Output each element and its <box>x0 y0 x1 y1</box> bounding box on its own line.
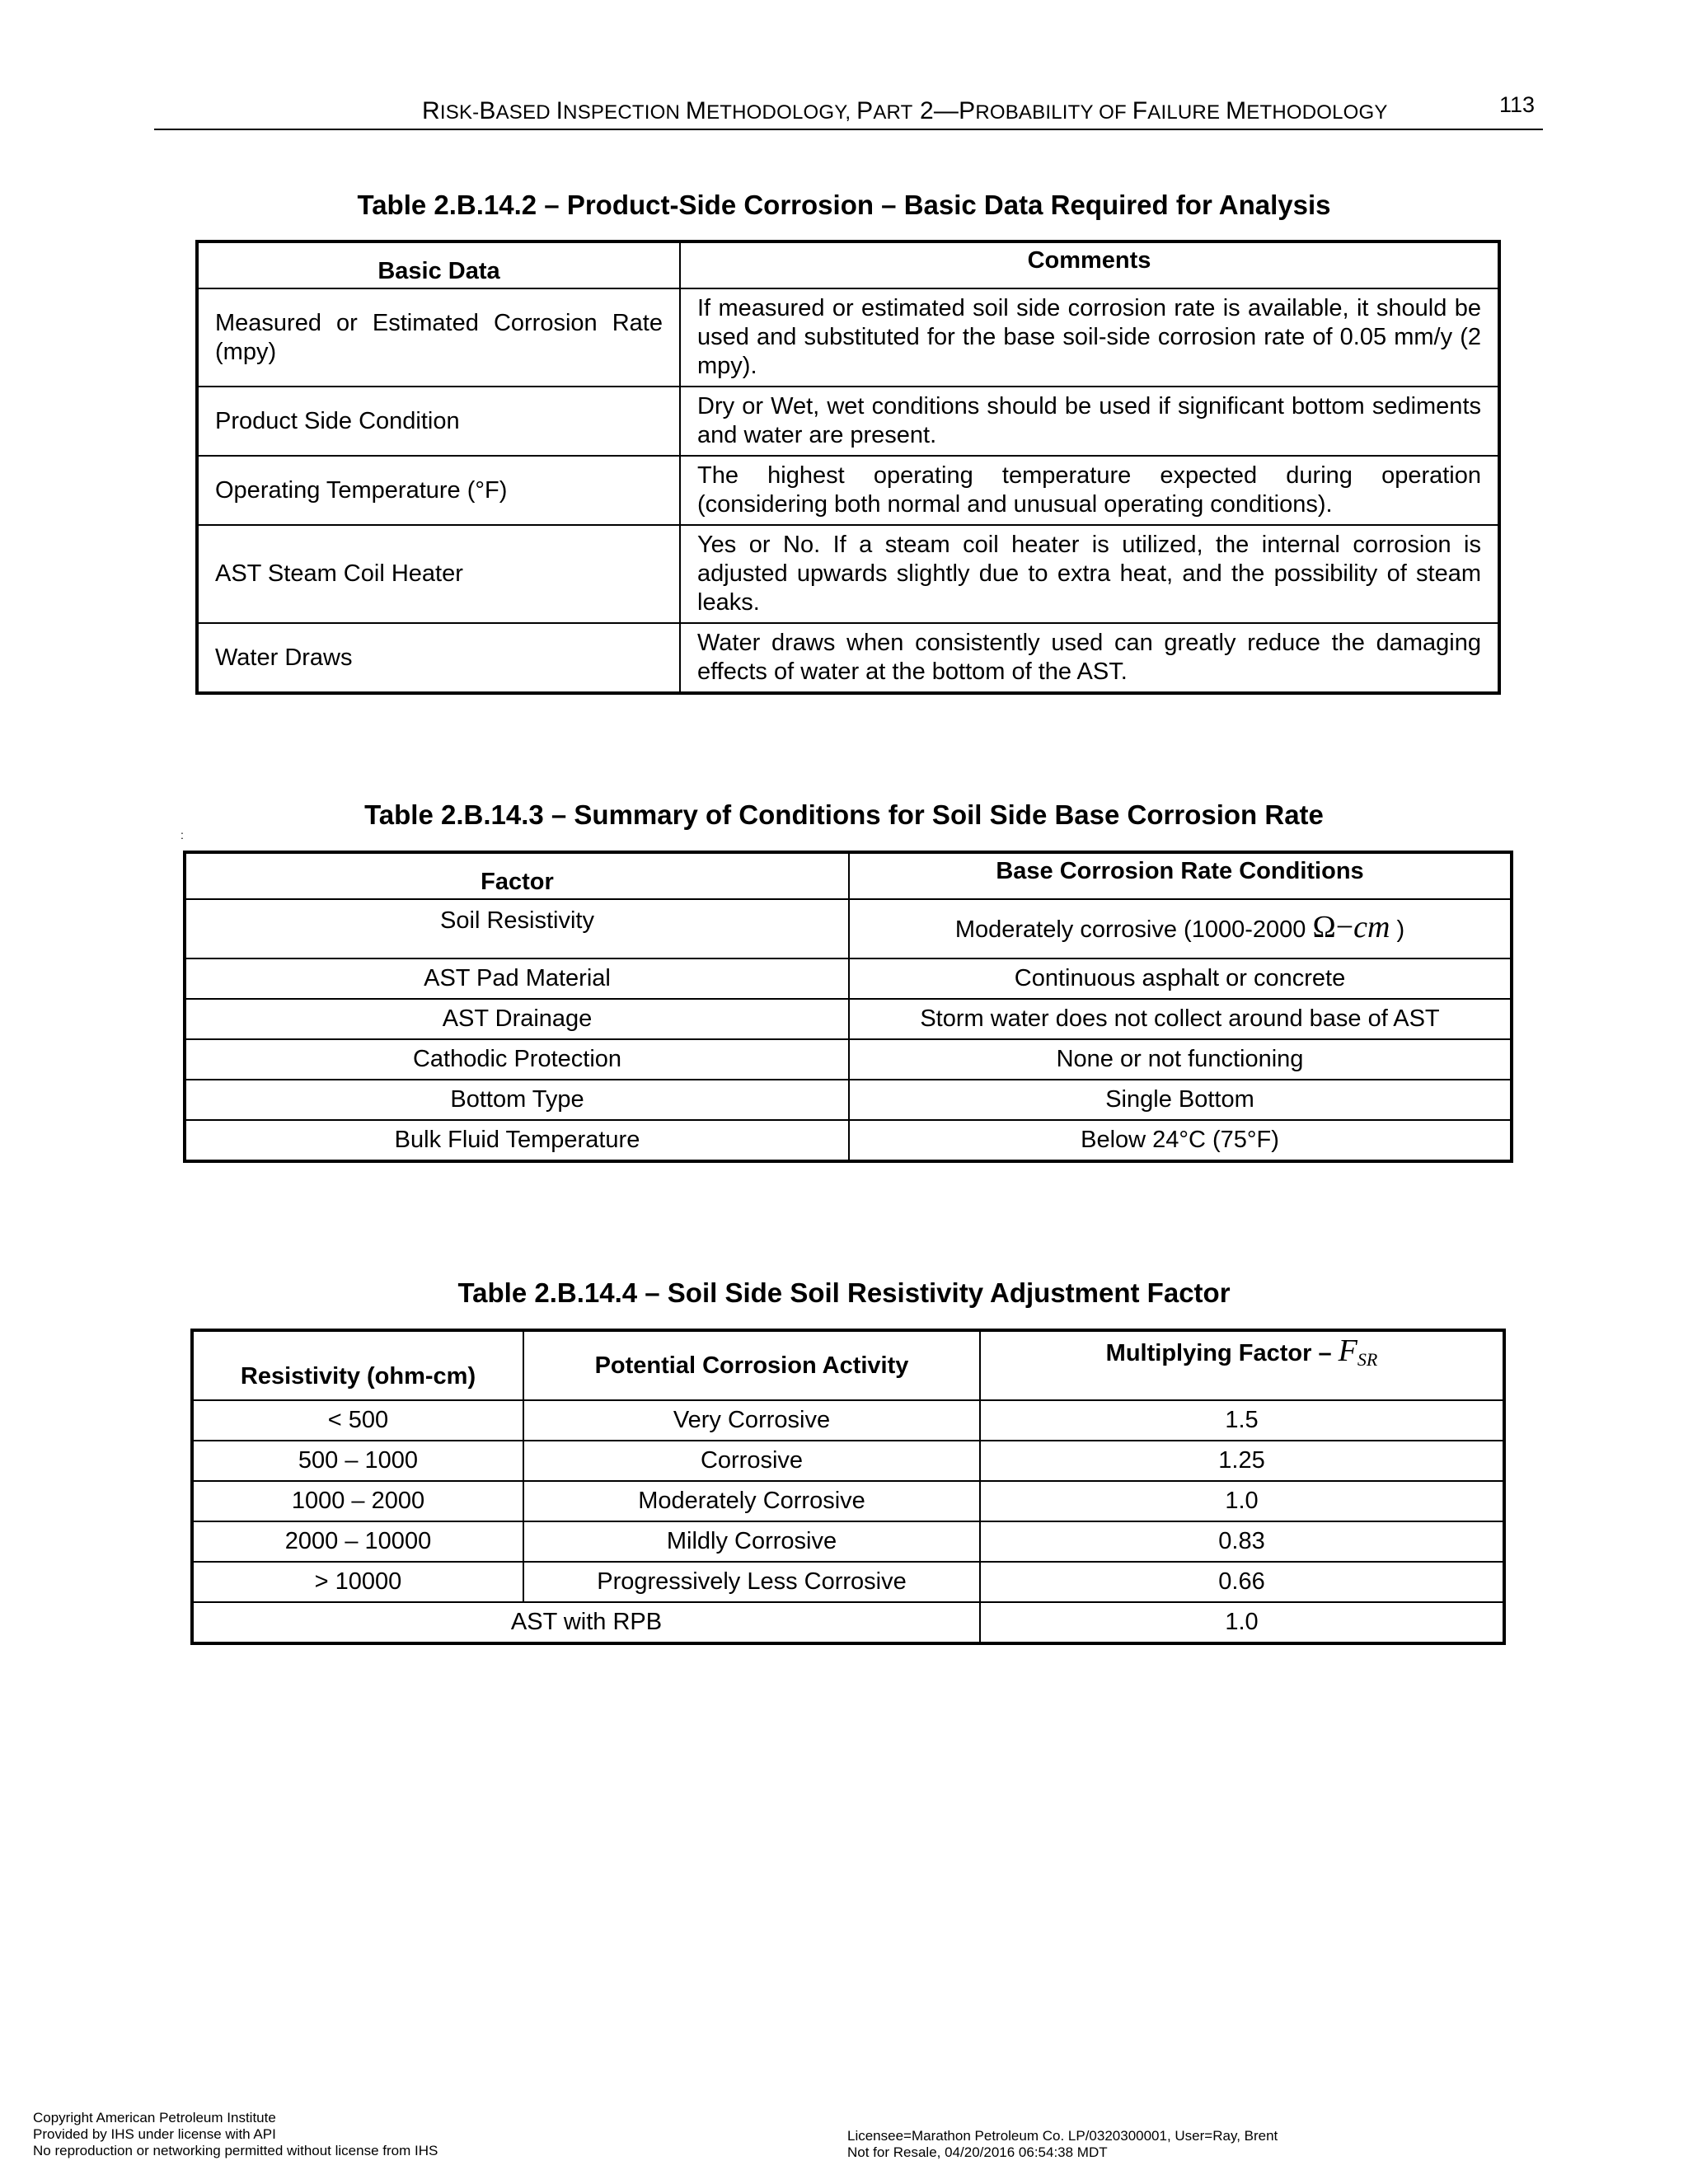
table-basic-data-caption: Table 2.B.14.2 – Product-Side Corrosion – Basic Data Required for Analysis <box>357 190 1331 220</box>
footer-line: No reproduction or networking permitted without license from IHS <box>33 2143 438 2158</box>
activity-cell: Progressively Less Corrosive <box>523 1562 980 1602</box>
table-row <box>197 387 1499 456</box>
header-potential-corrosion-activity: Potential Corrosion Activity <box>523 1330 980 1400</box>
factor-cell: Cathodic Protection <box>185 1039 849 1080</box>
resistivity-cell: 2000 – 10000 <box>192 1521 523 1562</box>
header-resistivity: Resistivity (ohm-cm) <box>192 1330 523 1400</box>
table-row <box>185 1080 1512 1120</box>
factor-cell: 0.66 <box>980 1562 1504 1602</box>
factor-cell: Bulk Fluid Temperature <box>185 1120 849 1161</box>
table-row <box>197 623 1499 693</box>
comment-cell: The highest operating temperature expected during operation (considering both normal and unusual operating conditions). <box>680 456 1499 525</box>
footer-line: Not for Resale, 04/20/2016 06:54:38 MDT <box>847 2144 1108 2160</box>
basic-data-cell: AST Steam Coil Heater <box>197 525 680 623</box>
table-header-row <box>185 852 1512 899</box>
factor-cell: 1.0 <box>980 1481 1504 1521</box>
factor-cell: Bottom Type <box>185 1080 849 1120</box>
table-resistivity-caption: Table 2.B.14.4 – Soil Side Soil Resistivity Adjustment Factor <box>457 1277 1231 1308</box>
table-basic-data <box>195 240 1501 695</box>
table-conditions <box>183 851 1513 1163</box>
table-row <box>192 1521 1504 1562</box>
page-number: 113 <box>1498 92 1535 117</box>
table-row <box>192 1400 1504 1441</box>
margin-mark: : <box>181 828 184 841</box>
condition-cell: Storm water does not collect around base of AST <box>849 999 1512 1039</box>
ast-rpb-cell: AST with RPB <box>192 1602 980 1643</box>
table-row <box>185 1120 1512 1161</box>
resistivity-cell: < 500 <box>192 1400 523 1441</box>
condition-cell: Below 24°C (75°F) <box>849 1120 1512 1161</box>
condition-cell: Continuous asphalt or concrete <box>849 958 1512 999</box>
comment-cell: If measured or estimated soil side corrosion rate is available, it should be used and substituted for the base soil-side corrosion rate of 0.05 mm/y (2 mpy). <box>680 288 1499 387</box>
footer-copyright <box>33 2110 438 2159</box>
footer-license <box>847 2128 1278 2161</box>
footer-line: Provided by IHS under license with API <box>33 2126 276 2142</box>
table-row <box>197 525 1499 623</box>
basic-data-cell: Water Draws <box>197 623 680 693</box>
resistivity-cell: > 10000 <box>192 1562 523 1602</box>
table-row <box>185 999 1512 1039</box>
header-basic-data: Basic Data <box>197 241 680 288</box>
factor-cell: AST Drainage <box>185 999 849 1039</box>
factor-cell: 1.25 <box>980 1441 1504 1481</box>
table-row <box>197 456 1499 525</box>
activity-cell: Moderately Corrosive <box>523 1481 980 1521</box>
resistivity-cell: 500 – 1000 <box>192 1441 523 1481</box>
table-row <box>185 899 1512 958</box>
running-header <box>154 92 1543 130</box>
table-header-row <box>192 1330 1504 1400</box>
table-row <box>185 1039 1512 1080</box>
header-base-corrosion-rate-conditions: Base Corrosion Rate Conditions <box>849 852 1512 899</box>
table-header-row <box>197 241 1499 288</box>
basic-data-cell: Operating Temperature (°F) <box>197 456 680 525</box>
resistivity-cell: 1000 – 2000 <box>192 1481 523 1521</box>
comment-cell: Water draws when consistently used can greatly reduce the damaging effects of water at the bottom of the AST. <box>680 623 1499 693</box>
factor-cell: Soil Resistivity <box>185 899 849 958</box>
factor-cell: 1.5 <box>980 1400 1504 1441</box>
header-multiplying-factor: Multiplying Factor – $F_{SR}$ <box>980 1330 1504 1400</box>
factor-cell: 1.0 <box>980 1602 1504 1643</box>
condition-cell: Moderately corrosive (1000-2000 Ω−cm ) <box>849 899 1512 958</box>
table-row <box>197 288 1499 387</box>
header-factor: Factor <box>185 852 849 899</box>
basic-data-cell: Measured or Estimated Corrosion Rate (mpy) <box>197 288 680 387</box>
table-row <box>192 1562 1504 1602</box>
comment-cell: Yes or No. If a steam coil heater is utilized, the internal corrosion is adjusted upwards slightly due to extra heat, and the possibility of steam leaks. <box>680 525 1499 623</box>
header-comments: Comments <box>680 241 1499 288</box>
comment-cell: Dry or Wet, wet conditions should be used if significant bottom sediments and water are present. <box>680 387 1499 456</box>
factor-cell: 0.83 <box>980 1521 1504 1562</box>
basic-data-cell: Product Side Condition <box>197 387 680 456</box>
activity-cell: Mildly Corrosive <box>523 1521 980 1562</box>
fsr-symbol: $F_{SR}$ <box>1338 1333 1378 1370</box>
condition-cell: Single Bottom <box>849 1080 1512 1120</box>
activity-cell: Corrosive <box>523 1441 980 1481</box>
table-row <box>192 1602 1504 1643</box>
table-conditions-caption: Table 2.B.14.3 – Summary of Conditions for Soil Side Base Corrosion Rate <box>364 799 1324 830</box>
ohm-cm-unit: Ω−cm <box>1312 910 1390 944</box>
table-row <box>192 1481 1504 1521</box>
table-row <box>192 1441 1504 1481</box>
footer-line: Copyright American Petroleum Institute <box>33 2110 276 2125</box>
activity-cell: Very Corrosive <box>523 1400 980 1441</box>
running-header-title: RISK-BASED INSPECTION METHODOLOGY, PART 2—PROBABILITY OF FAILURE METHODOLOGY <box>422 97 1388 124</box>
factor-cell: AST Pad Material <box>185 958 849 999</box>
table-row <box>185 958 1512 999</box>
condition-cell: None or not functioning <box>849 1039 1512 1080</box>
table-resistivity <box>190 1329 1506 1645</box>
footer-line: Licensee=Marathon Petroleum Co. LP/0320300001, User=Ray, Brent <box>847 2128 1278 2144</box>
